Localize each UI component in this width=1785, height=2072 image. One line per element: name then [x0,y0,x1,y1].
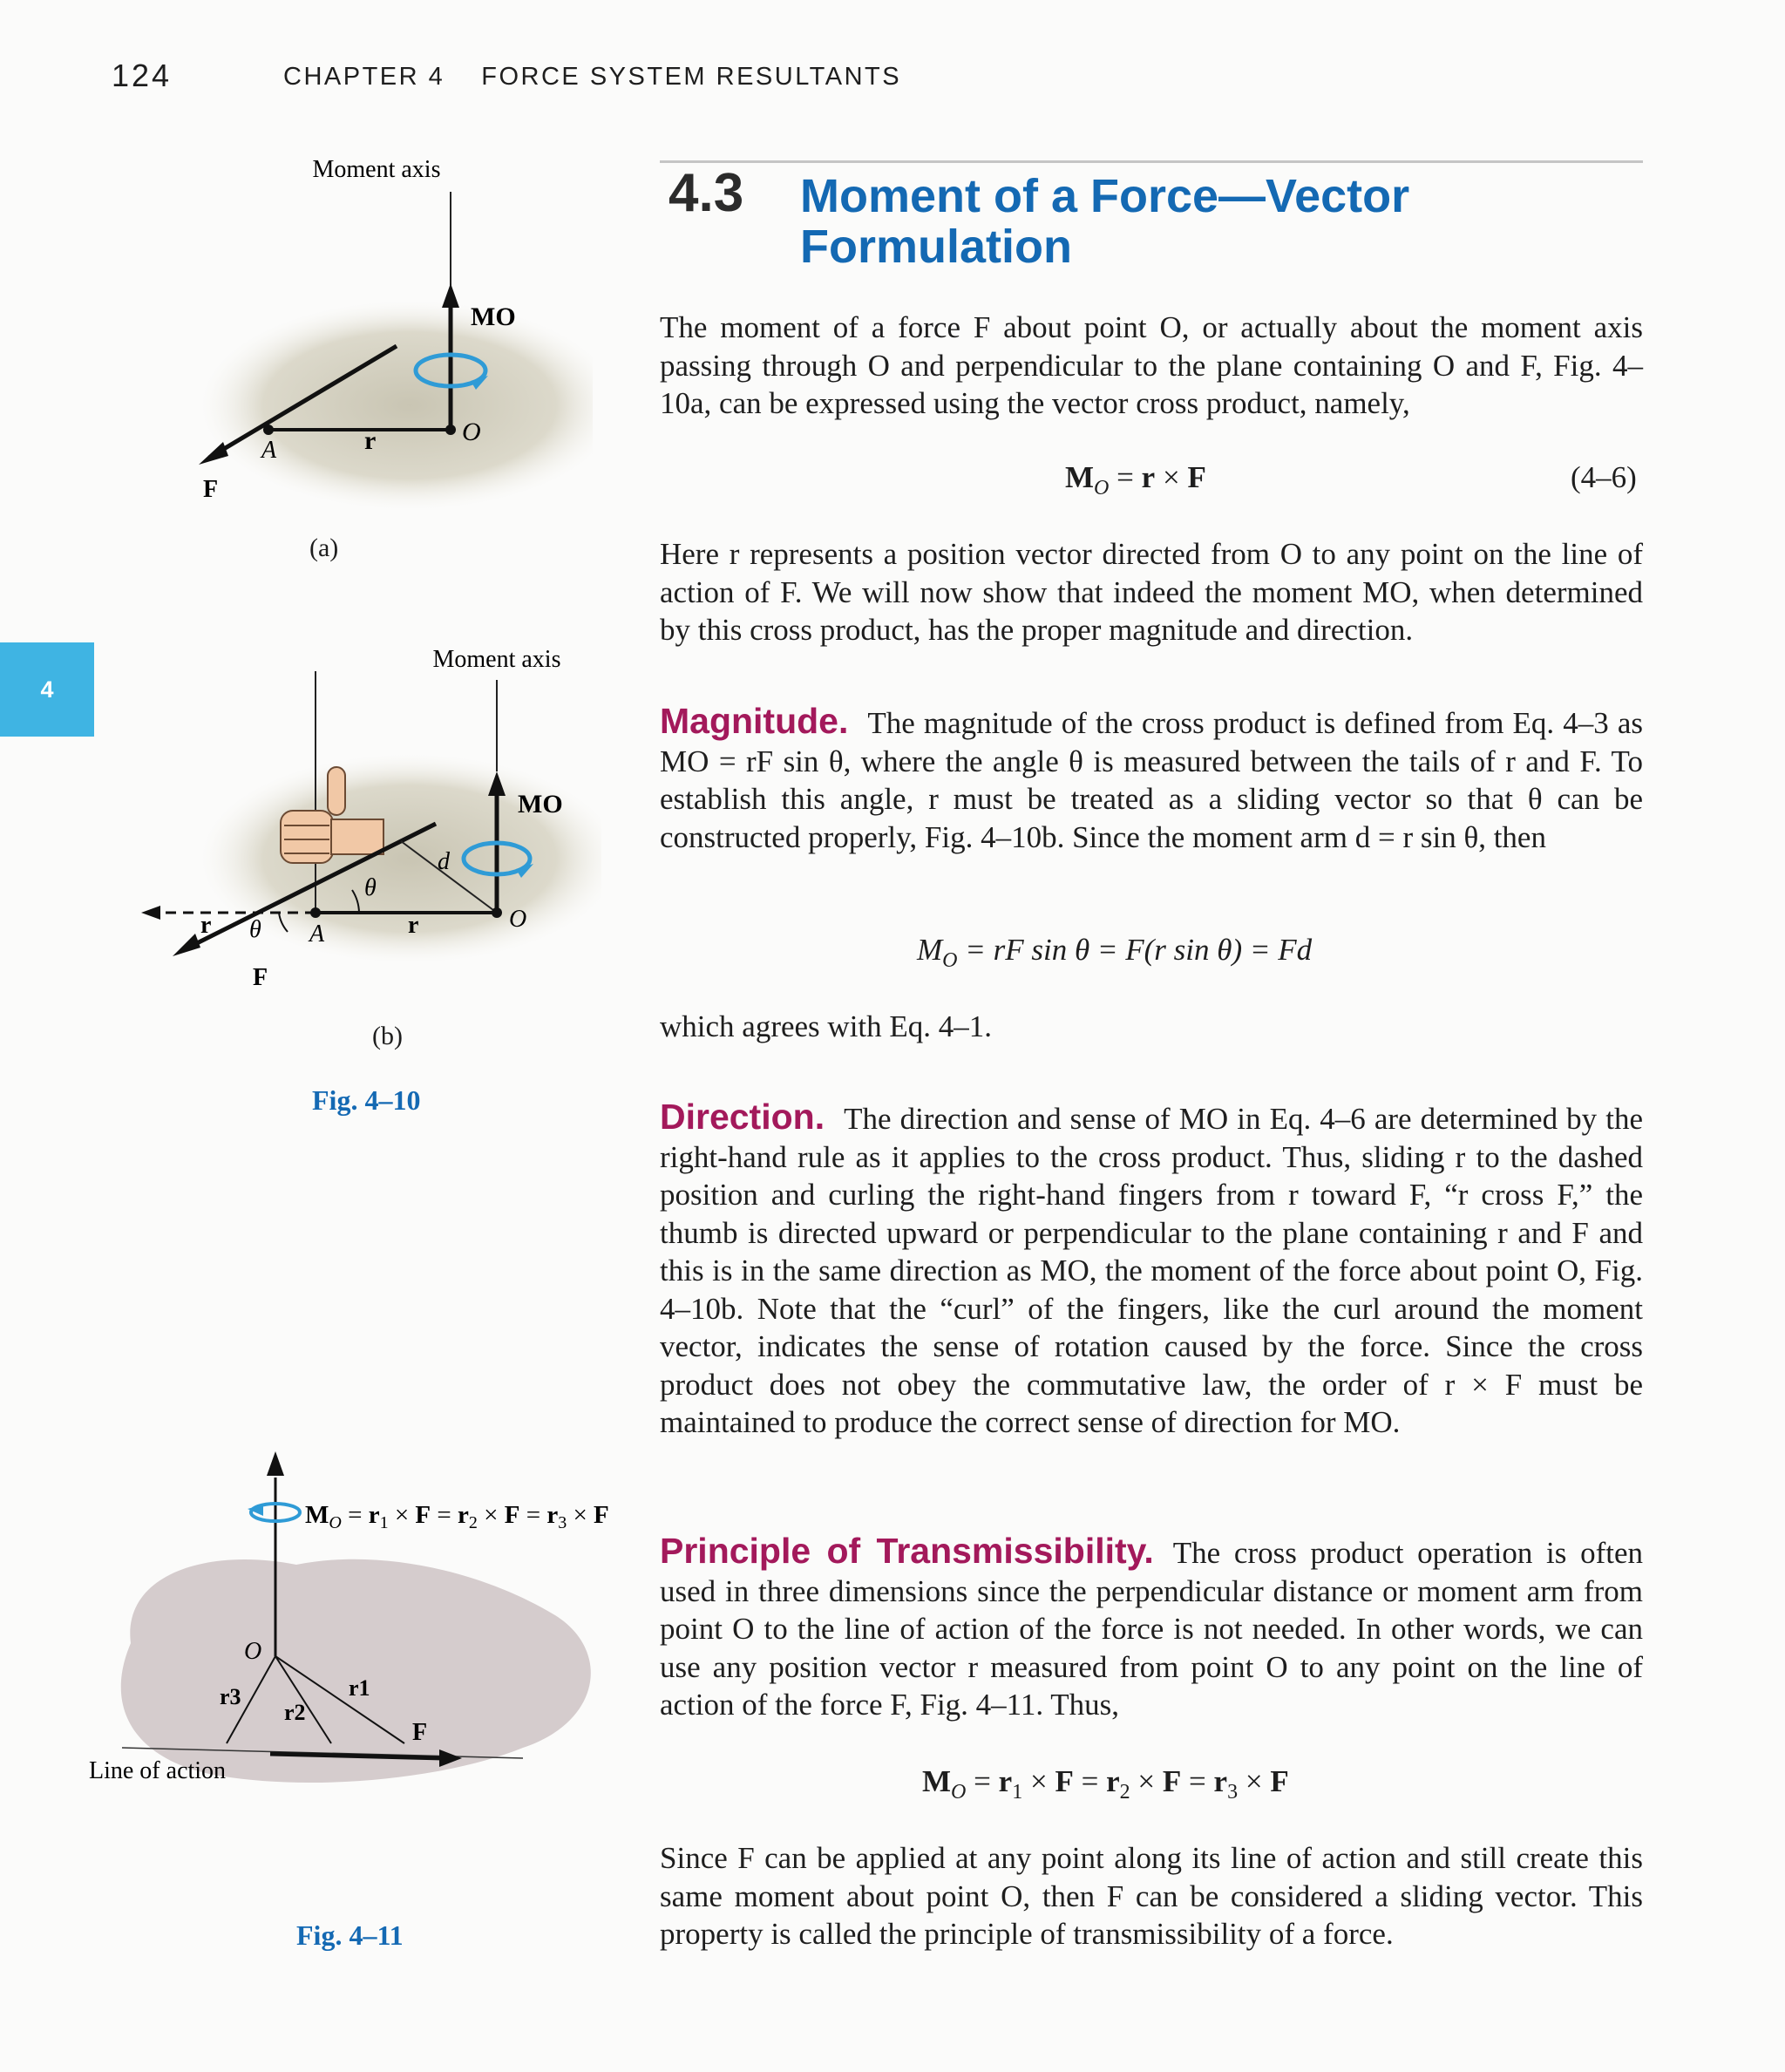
figure-4-10b [131,641,601,998]
mo-label: MO [471,302,516,331]
direction-text: The direction and sense of MO in Eq. 4–6 are determined by the right-hand rule as it applies to the cross product. Thus, sliding r to the dashed position and curling the right-hand fingers from r toward F, “r cross F,” the thumb is directed upward or perpendicular to the plane containing r and F and this is in the same direction as MO, the moment of the force about point O, Fig. 4–10b. Note that the “curl” of the fingers, like the curl around the moment vector, indicates the sense of rotation caused by the force. Since the cross product does not obey the commutative law, the order of r × F must be maintained to produce the correct sense of direction for MO. [660,1102,1643,1439]
a-label: A [261,437,277,464]
equation-label: $M_O = r_1 \times F = r_2 \times F = r_3 \times F$ [305,1501,609,1532]
magnitude-text: The magnitude of the cross product is defined from Eq. 4–3 as MO = rF sin θ, where the angle θ is measured between the tails of r and F. To establish this angle, r must be treated as a sliding vector so that θ can be constructed properly, Fig. 4–10b. Since the moment arm d = r sin θ, then [660,706,1643,854]
r-label: r [408,912,419,939]
magnitude-heading: Magnitude. [660,701,849,741]
figure-4-11 [70,1443,662,1809]
r1-label: r1 [349,1675,370,1701]
equation-transmissibility: $M_O = r_1 \times F = r_2 \times F = r_3 \times F$ [922,1764,1289,1804]
transmissibility-text: The cross product operation is often used in three dimensions since the perpendicular distance or moment arm from point O to the line of action of the force is not needed. In other words, we can use any position vector r measured from point O to any point on the line of action of the force F, Fig. 4–11. Thus, [660,1536,1643,1722]
r2-label: r2 [284,1700,306,1725]
mo-arrowhead [442,283,459,308]
figure-4-10a [174,153,593,571]
d-label: d [438,848,450,875]
direction-heading: Direction. [660,1097,825,1137]
direction-paragraph [660,1098,1643,1442]
section-rule [660,160,1643,163]
equation-4-6: $M_O = r \times F$ [1065,460,1206,499]
chapter-label: CHAPTER 4 [283,63,445,91]
sublabel-a: (a) [309,533,339,562]
fig-4-11-caption: Fig. 4–11 [296,1919,404,1951]
f-label: F [203,476,219,503]
fig-4-10-caption: Fig. 4–10 [312,1084,421,1116]
f-label: F [412,1719,428,1746]
chapter-tab: 4 [0,642,94,737]
o-label: O [462,418,481,446]
point-a [310,907,321,918]
equation-magnitude: $M_O$ = rF sin θ = F(r sin θ) = Fd [917,933,1313,972]
force-arrowhead [199,442,228,465]
o-label: O [509,906,527,933]
transmissibility-paragraph [660,1532,1643,1724]
f-label: F [253,964,268,991]
intro-paragraph: The moment of a force F about point O, or actually about the moment axis passing through O and perpendicular to the plane containing O and F, Fig. 4–10a, can be expressed using the vector cross product, namely, [660,310,1643,420]
plane-shading [200,301,593,510]
point-o [492,907,502,918]
point-o [445,425,456,435]
section-title: Moment of a Force—Vector Formulation [800,170,1410,273]
transmissibility-heading: Principle of Transmissibility. [660,1531,1154,1571]
magnitude-paragraph [660,703,1643,856]
moment-axis-label: Moment axis [312,156,441,183]
a-label: A [309,921,325,948]
running-header [283,63,901,92]
mo-arrowhead [267,1451,284,1476]
point-a [263,425,274,435]
page-number: 124 [112,58,173,93]
theta-label: θ [364,874,377,901]
moment-axis-label: Moment axis [432,646,561,673]
r-label: r [364,426,377,455]
sublabel-b: (b) [372,1022,403,1050]
agrees-paragraph: which agrees with Eq. 4–1. [660,1009,993,1043]
line-of-action-label: Line of action [89,1757,227,1784]
chapter-title: FORCE SYSTEM RESULTANTS [481,63,902,91]
o-label: O [244,1638,262,1665]
sliding-vector-paragraph: Since F can be applied at any point along its line of action and still create this same moment about point O, then F can be considered a sliding vector. This property is called the principle of transmissibility of a force. [660,1841,1643,1951]
equation-number: (4–6) [1571,460,1637,494]
force-arrowhead [173,934,200,956]
r3-label: r3 [220,1684,241,1709]
position-vector-paragraph: Here r represents a position vector directed from O to any point on the line of action of F. We will now show that indeed the moment MO, when determined by this cross product, has the proper magnitude and direction. [660,537,1643,647]
section-number: 4.3 [669,163,744,223]
theta2-label: θ [249,916,261,943]
mo-label: MO [518,790,563,819]
r-dashed-arrowhead [141,906,160,920]
r-dashed-label: r [200,912,212,939]
